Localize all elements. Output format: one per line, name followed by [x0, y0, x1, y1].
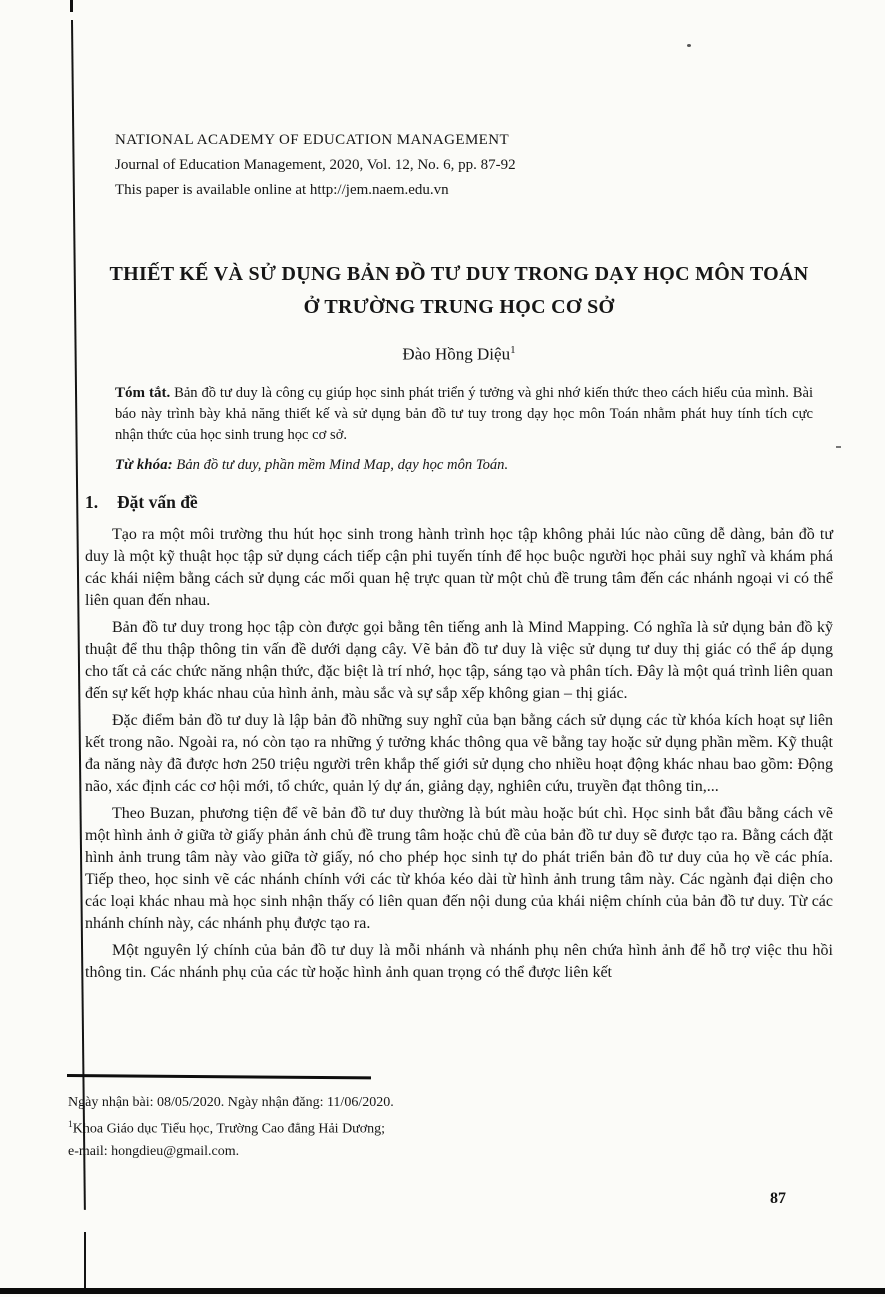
footnote-dates: Ngày nhận bài: 08/05/2020. Ngày nhận đăng: 11/06/2020. — [68, 1095, 394, 1110]
abstract — [115, 383, 813, 446]
journal-citation: Journal of Education Management, 2020, Vol. 12, No. 6, pp. 87-92 — [115, 157, 516, 173]
scan-border-left — [71, 20, 86, 1210]
paragraph-3: Đặc điểm bản đồ tư duy là lập bản đồ những suy nghĩ của bạn bằng cách sử dụng các từ khóa kích hoạt sự liên kết trong não. Ngoài ra, nó còn tạo ra những ý tưởng khác thông qua vẽ bằng tay hoặc sử dụng phần mềm. Kỹ thuật đa năng này đã được hơn 250 triệu người trên khắp thế giới sử dụng cho nhiều hoạt động khác nhau bao gồm: Động não, xác định các cơ hội mới, tổ chức, quản lý dự án, giảng dạy, nghiên cứu, truyền đạt thông tin,... — [85, 711, 833, 795]
scan-speck — [836, 446, 841, 448]
keywords-text: Bản đồ tư duy, phần mềm Mind Map, dạy học môn Toán. — [172, 456, 509, 473]
footnote-email: e-mail: hongdieu@gmail.com. — [68, 1143, 240, 1159]
page-content — [85, 0, 833, 984]
scan-border-left-lower — [84, 1232, 86, 1290]
paragraph-4: Theo Buzan, phương tiện để vẽ bản đồ tư duy thường là bút màu hoặc bút chì. Học sinh bắt đầu bằng cách vẽ một hình ảnh ở giữa tờ giấy phản ánh chủ đề trung tâm hoặc chủ đề của bản đồ tư duy sẽ được tạo ra. Bằng cách đặt hình ảnh trung tâm này vào giữa tờ giấy, nó cho phép học sinh tự do phát triển bản đồ tư duy của họ về các phía. Tiếp theo, học sinh vẽ các nhánh chính với các từ khóa kéo dài từ hình ảnh trung tâm này. Các ngành đại diện cho các loại khác nhau mà học sinh nhận thấy có liên quan đến nội dung của khái niệm chính của bản đồ tư duy. Từ các nhánh chính này, các nhánh phụ được tạo ra. — [85, 804, 833, 932]
section-1-heading — [85, 490, 833, 514]
section-1-number: 1. — [85, 491, 99, 512]
page-number: 87 — [770, 1190, 786, 1207]
abstract-label: Tóm tắt. — [115, 384, 171, 401]
paragraph-1: Tạo ra một môi trường thu hút học sinh trong hành trình học tập không phải lúc nào cũng dễ dàng, bản đồ tư duy là một kỹ thuật học tập sử dụng cách tiếp cận phi tuyến tính để học buộc người học phải suy nghĩ và khám phá các khái niệm bằng cách sử dụng các mối quan hệ trực quan từ một chủ đề trung tâm đến các nhánh ngoại vi có thể liên quan đến nhau. — [85, 525, 833, 609]
journal-availability: This paper is available online at http://jem.naem.edu.vn — [115, 182, 449, 198]
paper-title — [85, 258, 833, 324]
author-affiliation-superscript: 1 — [510, 344, 516, 356]
footnote-affiliation: $^1$Khoa Giáo dục Tiểu học, Trường Cao đẳng Hải Dương; — [68, 1120, 386, 1137]
scan-border-tick — [70, 0, 73, 12]
paper-title-line2: Ở TRƯỜNG TRUNG HỌC CƠ SỞ — [303, 296, 615, 318]
journal-header — [115, 128, 833, 203]
abstract-text: Bản đồ tư duy là công cụ giúp học sinh phát triển ý tưởng và ghi nhớ kiến thức theo cách hiểu của mình. Bài báo này trình bày khả năng thiết kế và sử dụng bản đồ tư tuy trong dạy học môn Toán nhằm phát huy tính tích cực nhận thức của học sinh trung học cơ sở. — [115, 384, 813, 443]
scan-border-bottom — [0, 1288, 885, 1294]
keywords — [115, 455, 813, 476]
paper-title-line1: THIẾT KẾ VÀ SỬ DỤNG BẢN ĐỒ TƯ DUY TRONG DẠY HỌC MÔN TOÁN — [109, 263, 809, 285]
paragraph-5: Một nguyên lý chính của bản đồ tư duy là mỗi nhánh và nhánh phụ nên chứa hình ảnh để hỗ trợ việc thu hồi thông tin. Các nhánh phụ của các từ hoặc hình ảnh quan trọng có thể được liên kết — [85, 941, 833, 981]
journal-name: NATIONAL ACADEMY OF EDUCATION MANAGEMENT — [115, 132, 510, 148]
keywords-label: Từ khóa: — [115, 456, 173, 473]
paragraph-2: Bản đồ tư duy trong học tập còn được gọi bằng tên tiếng anh là Mind Mapping. Có nghĩa là sử dụng bản đồ kỹ thuật để thu thập thông tin vấn đề dưới dạng cây. Vẽ bản đồ tư duy là việc sử dụng tư duy thị giác có thể áp dụng cho tất cả các chức năng nhận thức, đặc biệt là trí nhớ, học tập, sáng tạo và phân tích. Đây là một quá trình liên quan đến sự kết hợp khác nhau của hình ảnh, màu sắc và sự sắp xếp không gian – thị giác. — [85, 618, 833, 702]
footnotes — [68, 1092, 394, 1163]
footnote-divider — [67, 1074, 371, 1079]
footnote-affiliation-superscript: 1 — [68, 1120, 73, 1130]
section-1-title: Đặt vấn đề — [117, 491, 198, 512]
author-name: Đào Hồng Diệu$^1$ — [402, 344, 516, 364]
